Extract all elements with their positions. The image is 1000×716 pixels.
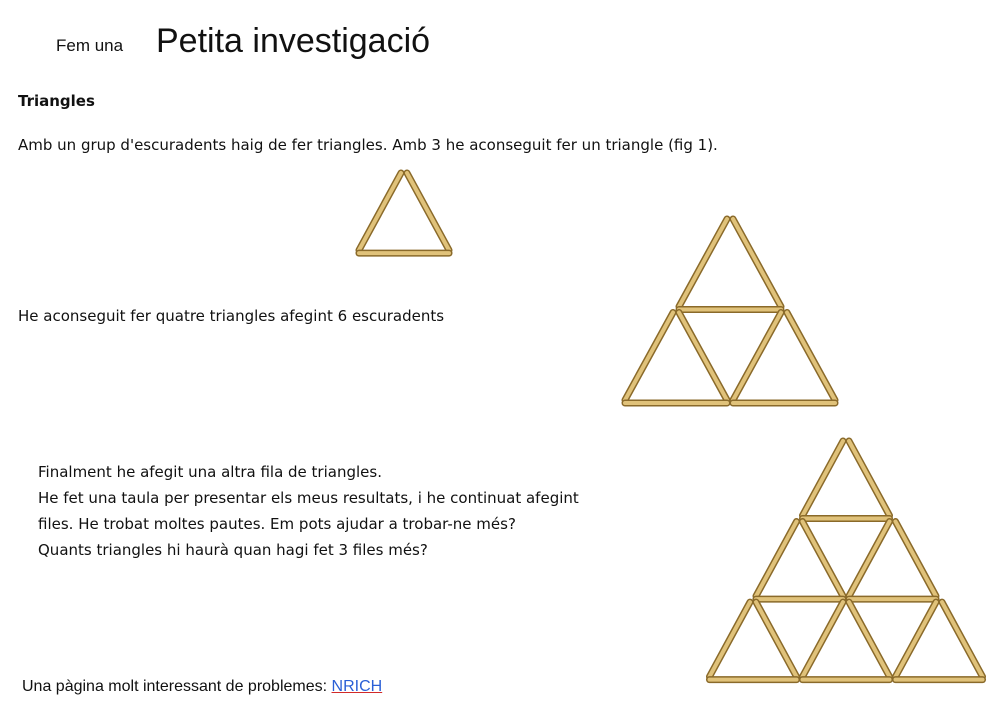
section-heading: Triangles	[18, 92, 95, 110]
figure-3-triangles	[704, 432, 994, 677]
matchstick-fill	[625, 313, 673, 401]
matchstick-fill	[733, 219, 781, 307]
third-line-1: Finalment he afegit una altra fila de triangles.	[38, 463, 382, 481]
matchstick-fill	[803, 441, 844, 516]
third-line-4: Quants triangles hi haurà quan hagi fet 3 files més?	[38, 541, 428, 559]
matchstick-fill	[787, 313, 835, 401]
third-paragraph	[38, 459, 579, 563]
matchstick-fill	[849, 602, 890, 677]
matchstick-fill	[942, 602, 983, 677]
third-line-3: files. He trobat moltes pautes. Em pots ajudar a trobar-ne més?	[38, 515, 516, 533]
footer	[22, 678, 382, 696]
matchstick-fill	[896, 522, 937, 597]
matchstick-fill	[407, 173, 449, 250]
matchstick-fill	[803, 602, 844, 677]
matchstick-fill	[849, 441, 890, 516]
figure-1-triangle	[350, 166, 460, 256]
footer-text: Una pàgina molt interessant de problemes:	[22, 678, 328, 695]
second-paragraph: He aconseguit fer quatre triangles afegint 6 escuradents	[18, 307, 445, 325]
third-line-2: He fet una taula per presentar els meus resultats, i he continuat afegint	[38, 489, 579, 507]
matchstick-fill	[756, 602, 797, 677]
matchstick-fill	[679, 219, 727, 307]
matchstick-fill	[803, 522, 844, 597]
title-prefix: Fem una	[56, 36, 124, 55]
matchstick-fill	[733, 313, 781, 401]
matchstick-fill	[896, 602, 937, 677]
page-title: Petita investigació	[156, 22, 431, 60]
matchstick-fill	[679, 313, 727, 401]
intro-paragraph: Amb un grup d'escuradents haig de fer triangles. Amb 3 he aconseguit fer un triangle (fig 1).	[18, 136, 718, 154]
matchstick-fill	[359, 173, 401, 250]
figure-2-triangles	[620, 212, 840, 407]
nrich-link[interactable]: NRICH	[331, 678, 383, 695]
matchstick-fill	[756, 522, 797, 597]
matchstick-fill	[710, 602, 751, 677]
matchstick-fill	[849, 522, 890, 597]
